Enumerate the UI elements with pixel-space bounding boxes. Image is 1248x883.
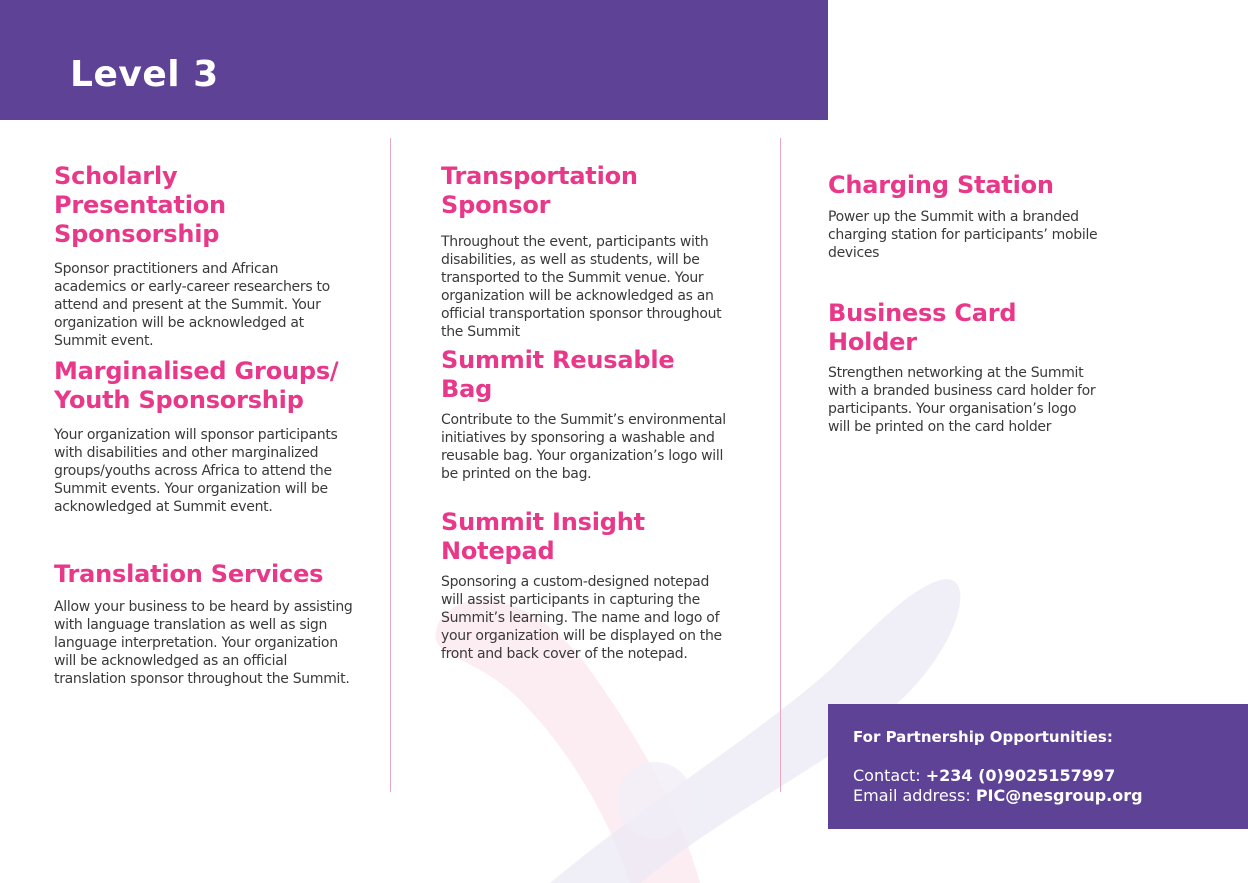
section-scholarly-presentation (54, 162, 354, 350)
section-body: Strengthen networking at the Summit with a branded business card holder for participants. Your organisation’s logo will be printed on the card holder (828, 365, 1096, 435)
section-body: Contribute to the Summit’s environmental initiatives by sponsoring a washable and reusable bag. Your organization’s logo will be printed on the bag. (441, 412, 726, 482)
section-transportation-sponsor (441, 162, 741, 341)
section-insight-notepad (441, 508, 731, 663)
section-translation-services (54, 560, 354, 688)
section-title: Charging Station (828, 171, 1054, 199)
phone-label: Contact: (853, 766, 926, 785)
column-divider-1 (390, 138, 391, 792)
section-body: Sponsoring a custom-designed notepad will assist participants in capturing the Summit’s learning. The name and logo of your organization will be displayed on the front and back cover of the notepad. (441, 574, 722, 662)
phone-number[interactable]: +234 (0)9025157997 (925, 766, 1116, 785)
section-body: Allow your business to be heard by assisting with language translation as well as sign language interpretation. Your organization will be acknowledged as an official translation sponsor throughout the Summit. (54, 599, 353, 687)
contact-email-line (853, 786, 1143, 806)
column-divider-2 (780, 138, 781, 792)
email-label: Email address: (853, 786, 976, 805)
section-title: Summit Insight Notepad (441, 508, 645, 565)
email-address-link[interactable]: PIC@nesgroup.org (975, 786, 1143, 805)
section-body: Your organization will sponsor participants with disabilities and other marginalized groups/youths across Africa to attend the Summit events. Your organization will be acknowledged at Summit event. (54, 427, 338, 515)
section-body: Sponsor practitioners and African academics or early-career researchers to attend and present at the Summit. Your organization will be acknowledged at Summit event. (54, 261, 330, 349)
section-title: Business Card Holder (828, 299, 1017, 356)
section-charging-station (828, 171, 1108, 262)
contact-phone-line (853, 766, 1115, 786)
contact-heading: For Partnership Opportunities: (853, 728, 1113, 746)
section-business-card-holder (828, 299, 1098, 436)
header-band (0, 0, 828, 120)
section-body: Throughout the event, participants with disabilities, as well as students, will be transported to the Summit venue. Your organization will be acknowledged as an official transportation sponsor throughout the Summit (441, 234, 722, 340)
section-title: Transportation Sponsor (441, 162, 638, 219)
section-title: Summit Reusable Bag (441, 346, 675, 403)
section-title: Translation Services (54, 560, 324, 588)
section-title: Marginalised Groups/ Youth Sponsorship (54, 357, 339, 414)
page-title: Level 3 (70, 54, 219, 95)
section-title: Scholarly Presentation Sponsorship (54, 162, 226, 248)
partnership-contact-box (828, 704, 1248, 829)
section-body: Power up the Summit with a branded charging station for participants’ mobile devices (828, 209, 1098, 261)
section-marginalised-groups (54, 357, 344, 516)
section-reusable-bag (441, 346, 731, 483)
